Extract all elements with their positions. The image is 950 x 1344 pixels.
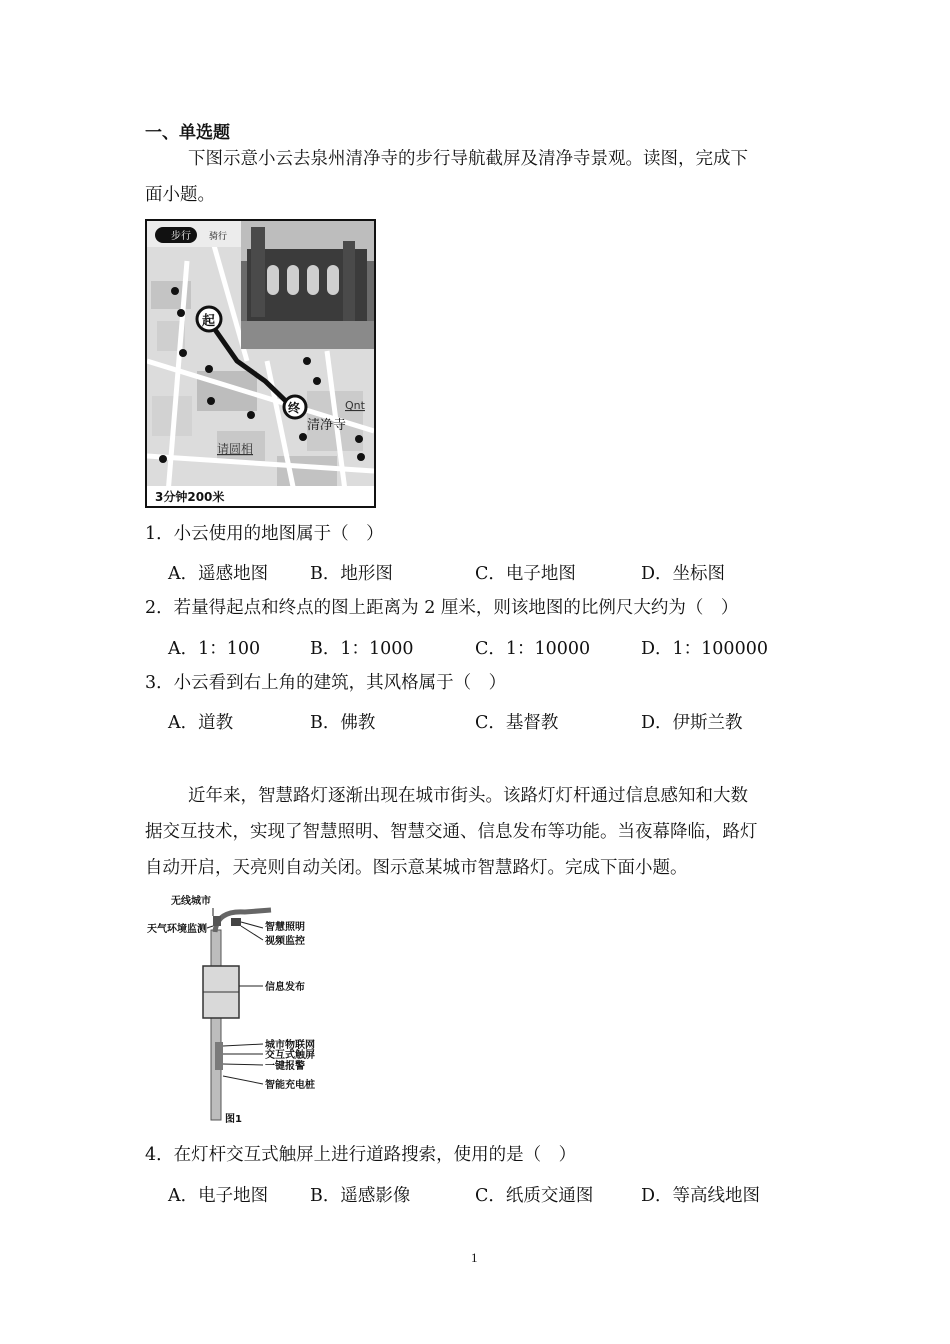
intro1-line1: 下图示意小云去泉州清净寺的步行导航截屏及清净寺景观。读图，完成下 <box>188 149 748 169</box>
destination-label: 清净寺 <box>307 418 347 433</box>
navigation-screenshot-figure <box>145 219 376 508</box>
question-4-stem: 4．在灯杆交互式触屏上进行道路搜索，使用的是（ ） <box>145 1145 577 1165</box>
page-number: 1 <box>471 1250 478 1265</box>
question-1-option-a: A．遥感地图 <box>168 564 269 584</box>
question-2-stem: 2．若量得起点和终点的图上距离为 2 厘米，则该地图的比例尺大约为（ ） <box>145 598 739 618</box>
label-info-release: 信息发布 <box>265 982 305 993</box>
label-smart-lighting: 智慧照明 <box>265 922 305 933</box>
label-charging: 智能充电桩 <box>265 1080 315 1091</box>
route-info: 3分钟200米 <box>155 490 225 504</box>
end-marker-text: 终 <box>288 401 301 415</box>
question-2-option-c: C．1：10000 <box>475 639 591 659</box>
question-1-option-d: D．坐标图 <box>641 564 726 584</box>
handwritten-note-right: Qnt <box>345 399 365 412</box>
label-touch-screen: 交互式触屏 <box>265 1050 315 1061</box>
smart-streetlight-figure <box>145 890 330 1130</box>
start-marker-text: 起 <box>202 314 216 329</box>
question-3-option-c: C．基督教 <box>475 713 559 733</box>
label-weather-monitor: 天气环境监测 <box>147 924 207 935</box>
question-1-option-b: B．地形图 <box>310 564 393 584</box>
question-4-option-a: A．电子地图 <box>168 1186 269 1206</box>
question-3-option-a: A．道教 <box>168 713 234 733</box>
intro2-line3: 自动开启，天亮则自动关闭。图示意某城市智慧路灯。完成下面小题。 <box>145 858 688 878</box>
question-3-stem: 3．小云看到右上角的建筑，其风格属于（ ） <box>145 673 507 693</box>
question-1-stem: 1．小云使用的地图属于（ ） <box>145 524 384 544</box>
question-2-option-a: A．1：100 <box>168 639 261 659</box>
question-1-option-c: C．电子地图 <box>475 564 576 584</box>
label-alarm: 一键报警 <box>265 1061 305 1072</box>
question-3-option-d: D．伊斯兰教 <box>641 713 743 733</box>
intro2-line2: 据交互技术，实现了智慧照明、智慧交通、信息发布等功能。当夜幕降临，路灯 <box>145 822 758 842</box>
question-4-option-b: B．遥感影像 <box>310 1186 411 1206</box>
label-video-monitor: 视频监控 <box>265 936 305 947</box>
mosque-photo <box>241 221 374 349</box>
question-2-option-b: B．1：1000 <box>310 639 414 659</box>
question-4-option-c: C．纸质交通图 <box>475 1186 594 1206</box>
handwritten-note-left: 请圆相 <box>217 442 254 456</box>
ride-tab-text: 骑行 <box>209 232 228 242</box>
streetlight-diagram <box>145 890 330 1130</box>
intro1-line2: 面小题。 <box>145 185 215 205</box>
label-iot: 城市物联网 <box>265 1040 315 1051</box>
intro2-line1: 近年来，智慧路灯逐渐出现在城市街头。该路灯灯杆通过信息感知和大数 <box>188 786 748 806</box>
section-heading: 一、单选题 <box>145 123 230 143</box>
navigation-map-image <box>147 221 374 506</box>
question-4-option-d: D．等高线地图 <box>641 1186 761 1206</box>
walk-tab-text: 步行 <box>171 231 191 242</box>
label-wireless-city: 无线城市 <box>171 896 211 907</box>
question-2-option-d: D．1：100000 <box>641 639 768 659</box>
figure2-caption: 图1 <box>225 1114 242 1125</box>
question-3-option-b: B．佛教 <box>310 713 376 733</box>
